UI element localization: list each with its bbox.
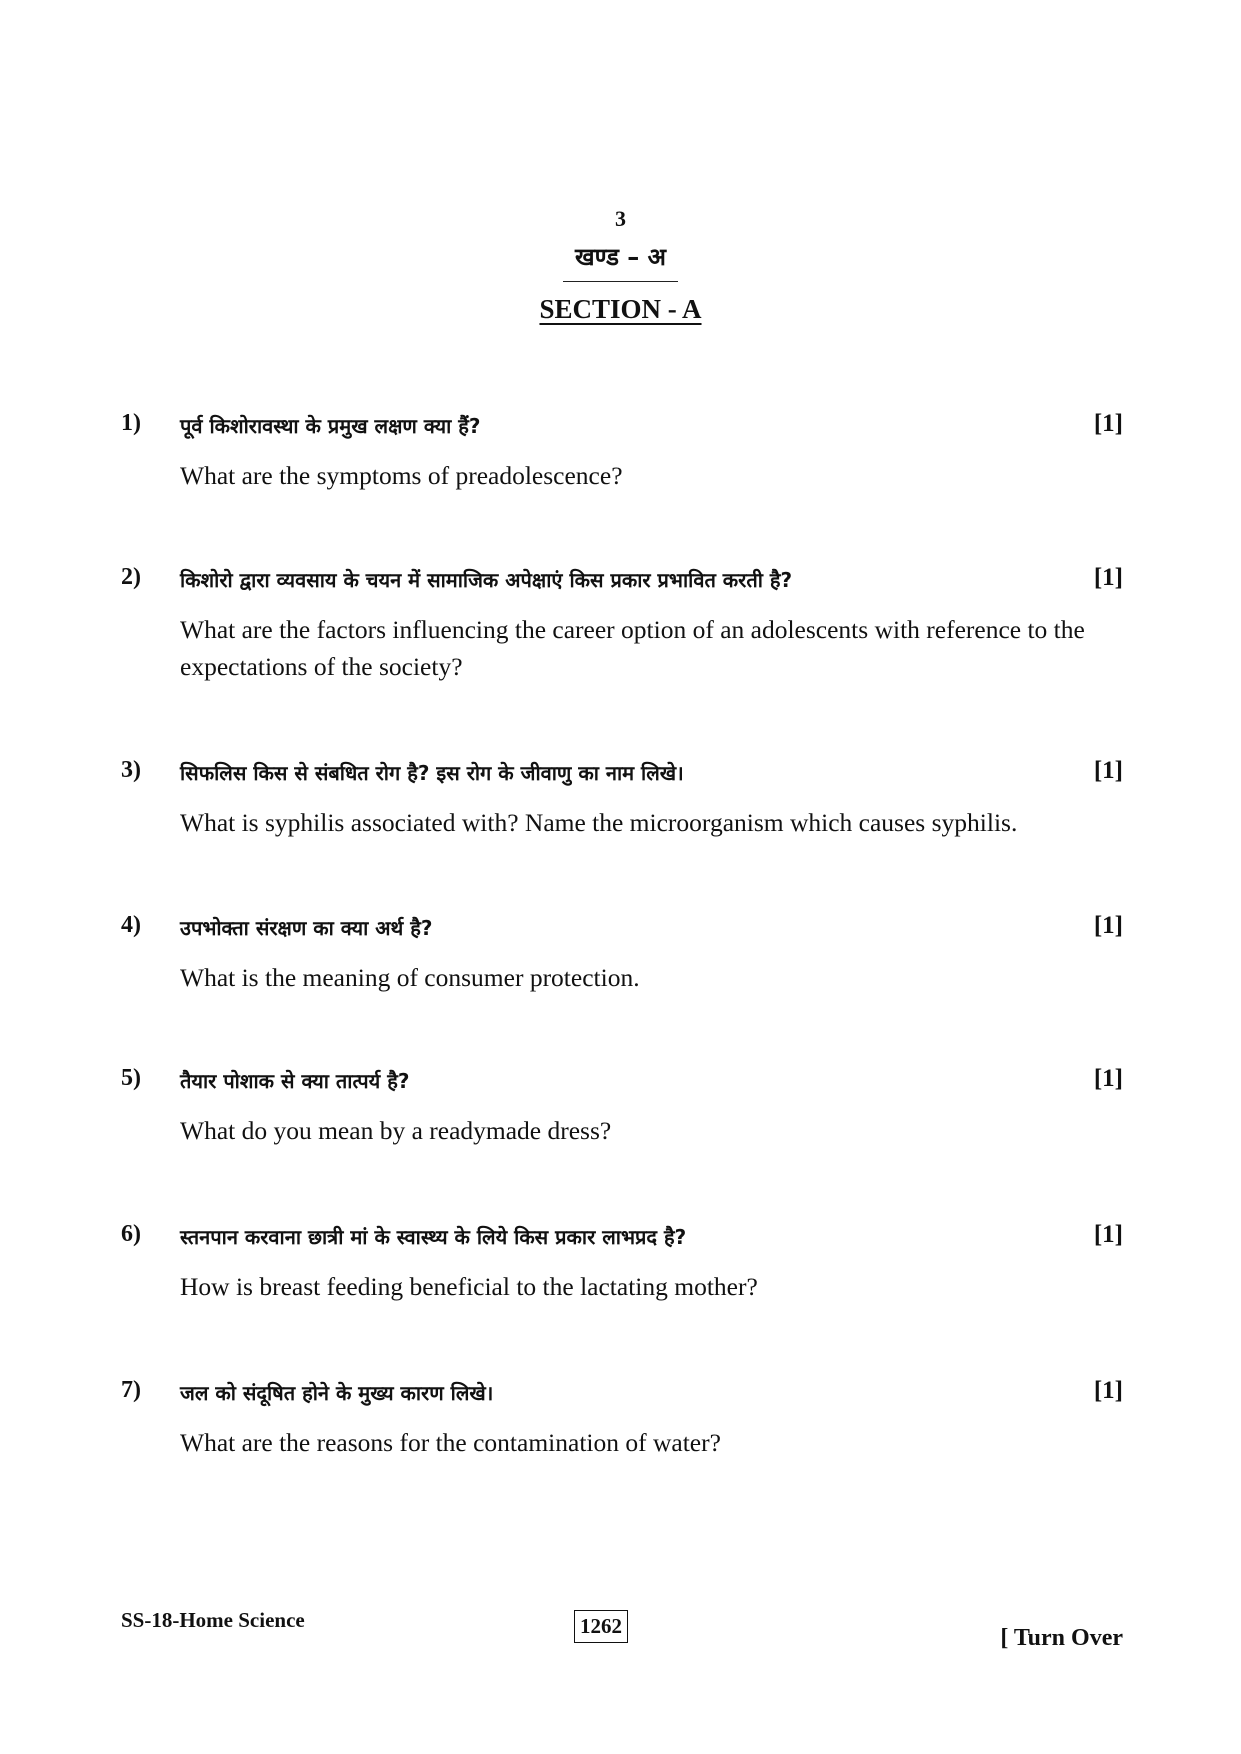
section-title-hindi: खण्ड – अ	[575, 243, 666, 271]
section-title-english: SECTION - A	[539, 294, 702, 324]
question-marks: [1]	[1093, 1065, 1123, 1092]
question-number: 5)	[121, 1065, 141, 1091]
question-text-english: What do you mean by a readymade dress?	[180, 1116, 612, 1145]
question-text-english: How is breast feeding beneficial to the lactating mother?	[180, 1272, 758, 1301]
question-marks: [1]	[1093, 1221, 1123, 1248]
question-number: 7)	[121, 1377, 141, 1403]
question-marks: [1]	[1093, 410, 1123, 437]
question-number: 4)	[121, 912, 141, 938]
question-text-english: What is the meaning of consumer protection.	[180, 963, 640, 992]
question-text-hindi: स्तनपान करवाना छात्री मां के स्वास्थ्य के लिये किस प्रकार लाभप्रद है?	[180, 1225, 687, 1249]
question-number: 1)	[121, 410, 141, 436]
question-text-hindi: उपभोक्ता संरक्षण का क्या अर्थ है?	[180, 916, 433, 940]
question-text-hindi: सिफलिस किस से संबधित रोग है? इस रोग के जीवाणु का नाम लिखे।	[180, 761, 684, 785]
page-number: 3	[615, 206, 626, 231]
question-text-hindi: तैयार पोशाक से क्या तात्पर्य है?	[180, 1069, 410, 1093]
section-title-divider	[563, 281, 678, 282]
paper-code: SS-18-Home Science	[121, 1608, 305, 1632]
turn-over-label: [ Turn Over	[1000, 1625, 1123, 1651]
page-code-box: 1262	[574, 1610, 628, 1643]
question-text-english: What is syphilis associated with? Name the microorganism which causes syphilis.	[180, 808, 1018, 837]
question-marks: [1]	[1093, 1377, 1123, 1404]
question-marks: [1]	[1093, 912, 1123, 939]
question-text-english: What are the reasons for the contamination of water?	[180, 1428, 721, 1457]
question-marks: [1]	[1093, 757, 1123, 784]
question-text-hindi: किशोरो द्वारा व्यवसाय के चयन में सामाजिक अपेक्षाएं किस प्रकार प्रभावित करती है?	[180, 568, 793, 592]
question-text-english: What are the symptoms of preadolescence?	[180, 461, 623, 490]
question-text-hindi: जल को संदूषित होने के मुख्य कारण लिखे।	[180, 1381, 494, 1405]
question-number: 3)	[121, 757, 141, 783]
question-number: 2)	[121, 564, 141, 590]
question-marks: [1]	[1093, 564, 1123, 591]
question-text-hindi: पूर्व किशोरावस्था के प्रमुख लक्षण क्या हैं?	[180, 414, 481, 438]
question-text-english: What are the factors influencing the career option of an adolescents with reference to the expectations of the society?	[180, 615, 1085, 681]
question-number: 6)	[121, 1221, 141, 1247]
